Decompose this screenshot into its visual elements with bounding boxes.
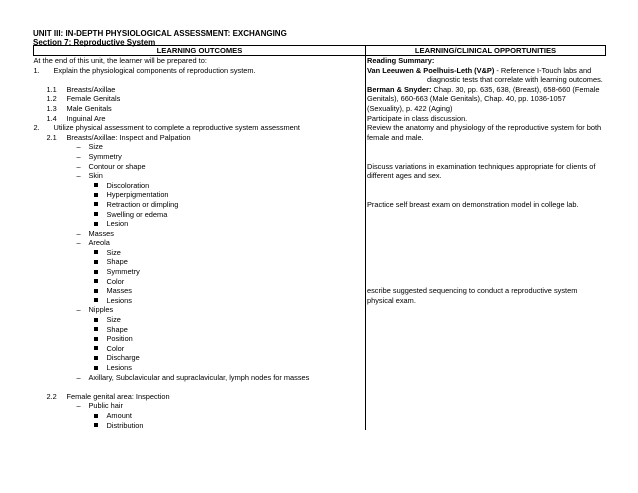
item-text: Lesion [106,219,129,229]
sub-text: Inguinal Are [66,113,106,123]
dash-bullet: – [76,142,81,152]
square-bullet-icon [94,193,98,197]
square-bullet-icon [94,318,98,322]
dash-bullet: – [76,305,81,315]
sub-text: Female Genitals [66,94,121,104]
list-item [34,114,366,124]
square-bullet-icon [94,183,98,187]
list-item [34,286,366,296]
discuss-variations-cont: different ages and sex. [367,171,442,181]
list-item [34,305,366,315]
square-bullet-icon [94,202,98,206]
list-item [34,162,366,172]
square-bullet-icon [94,270,98,274]
item-text: Contour or shape [88,161,146,171]
item-text: Symmetry [88,151,122,161]
sub-text: Breasts/Axillae [66,84,116,94]
item-text: Masses [106,286,132,296]
list-item [34,421,366,431]
square-bullet-icon [94,346,98,350]
sub-number: 1.1 [46,84,57,94]
square-bullet-icon [94,356,98,360]
item-text: Color [106,276,125,286]
list-item [34,229,366,239]
sub-text: Female genital area: Inspection [66,391,170,401]
square-bullet-icon [94,337,98,341]
list-item [34,353,366,363]
outcome-text: Utilize physical assessment to complete a reproductive system assessment [53,123,300,133]
item-text: Discharge [106,353,140,363]
opportunities-cell [366,56,606,431]
list-item [34,152,366,162]
outcome-text: Explain the physiological components of reproduction system. [53,65,256,75]
bs-text: Chap. 30, pp. 635, 638, (Breast), 658-660 (Female [431,84,600,94]
item-text: Distribution [106,420,144,430]
list-item [34,277,366,287]
list-item [34,325,366,335]
dash-bullet: – [76,161,81,171]
outcome-number: 2. [33,123,40,133]
square-bullet-icon [94,279,98,283]
item-text: Swelling or edema [106,209,168,219]
item-text: Discoloration [106,180,150,190]
item-text: Symmetry [106,267,140,277]
subsection-2-2 [34,392,366,402]
dash-bullet: – [76,238,81,248]
square-bullet-icon [94,414,98,418]
list-item [34,190,366,200]
item-text: Axillary, Subclavicular and supraclavicular, lymph nodes for masses [88,372,310,382]
class-discussion: Participate in class discussion. [367,113,468,123]
square-bullet-icon [94,423,98,427]
reading-summary-title: Reading Summary: [367,56,435,65]
outcomes-cell [34,56,366,431]
bs-reference-cont: Genitals), 660-663 (Male Genitals), Chap. 40, pp. 1036-1057 [367,94,566,104]
subsection-2-1 [34,133,366,143]
review-anatomy: Review the anatomy and physiology of the reproductive system for both [367,123,602,133]
list-item [34,142,366,152]
list-item [34,181,366,191]
review-anatomy-cont: female and male. [367,132,424,142]
intro-text: At the end of this unit, the learner will be prepared to: [33,56,207,65]
square-bullet-icon [94,260,98,264]
list-item [34,171,366,181]
square-bullet-icon [94,298,98,302]
table-row [34,56,606,431]
outcome-2 [34,123,366,133]
item-text: Areola [88,238,110,248]
describe-sequencing-cont: physical exam. [367,295,416,305]
outcomes-table [33,45,606,430]
dash-bullet: – [76,151,81,161]
col-header-clinical-opportunities: LEARNING/CLINICAL OPPORTUNITIES [366,46,606,56]
list-item [34,257,366,267]
list-item [34,373,366,383]
square-bullet-icon [94,212,98,216]
item-text: Amount [106,410,132,420]
list-item [34,248,366,258]
sub-number: 2.2 [46,391,57,401]
list-item [34,401,366,411]
vp-text: - Reference I-Touch labs and [494,65,592,75]
bs-title: Berman & Snyder: [367,84,432,94]
describe-sequencing: escribe suggested sequencing to conduct a reproductive system [367,286,578,296]
section-title: Section 7: Reproductive System [33,38,156,47]
dash-bullet: – [76,171,81,181]
vp-reference [367,66,606,76]
list-item [34,411,366,421]
item-text: Retraction or dimpling [106,199,179,209]
sub-number: 2.1 [46,132,57,142]
sub-number: 1.2 [46,94,57,104]
list-item [34,210,366,220]
outcome-number: 1. [33,65,40,75]
dash-bullet: – [76,401,81,411]
list-item [34,363,366,373]
item-text: Masses [88,228,114,238]
item-text: Color [106,343,125,353]
item-text: Nipples [88,305,114,315]
bs-reference-cont2: (Sexuality), p. 422 (Aging) [367,103,453,113]
list-item [34,267,366,277]
list-item [34,219,366,229]
sub-number: 1.4 [46,113,57,123]
list-item [34,94,366,104]
vp-title: Van Leeuwen & Poelhuis-Leth (V&P) [367,65,495,75]
list-item [34,315,366,325]
item-text: Position [106,334,133,344]
item-text: Size [106,247,121,257]
dash-bullet: – [76,372,81,382]
sub-text: Male Genitals [66,103,112,113]
square-bullet-icon [94,250,98,254]
list-item [34,85,366,95]
square-bullet-icon [94,366,98,370]
item-text: Lesions [106,295,132,305]
discuss-variations: Discuss variations in examination techniques appropriate for clients of [367,161,596,171]
sub-number: 1.3 [46,103,57,113]
dash-bullet: – [76,228,81,238]
item-text: Shape [106,324,128,334]
square-bullet-icon [94,327,98,331]
col-header-learning-outcomes: LEARNING OUTCOMES [34,46,366,56]
table-header-row [34,46,606,56]
outcome-1 [34,66,366,76]
unit-title: UNIT III: IN-DEPTH PHYSIOLOGICAL ASSESSMENT: EXCHANGING [33,29,287,38]
list-item [34,296,366,306]
item-text: Size [88,142,103,152]
list-item [34,238,366,248]
list-item [34,200,366,210]
item-text: Size [106,315,121,325]
square-bullet-icon [94,222,98,226]
list-item [34,334,366,344]
practice-breast-exam: Practice self breast exam on demonstration model in college lab. [367,199,579,209]
item-text: Lesions [106,363,132,372]
bs-reference [367,85,606,95]
item-text: Skin [88,171,103,181]
sub-text: Breasts/Axillae: Inspect and Palpation [66,132,191,142]
vp-reference-cont: diagnostic tests that correlate with learning outcomes. [427,75,603,85]
list-item [34,344,366,354]
list-item [34,104,366,114]
square-bullet-icon [94,289,98,293]
item-text: Public hair [88,401,124,411]
item-text: Shape [106,257,128,267]
item-text: Hyperpigmentation [106,190,169,200]
